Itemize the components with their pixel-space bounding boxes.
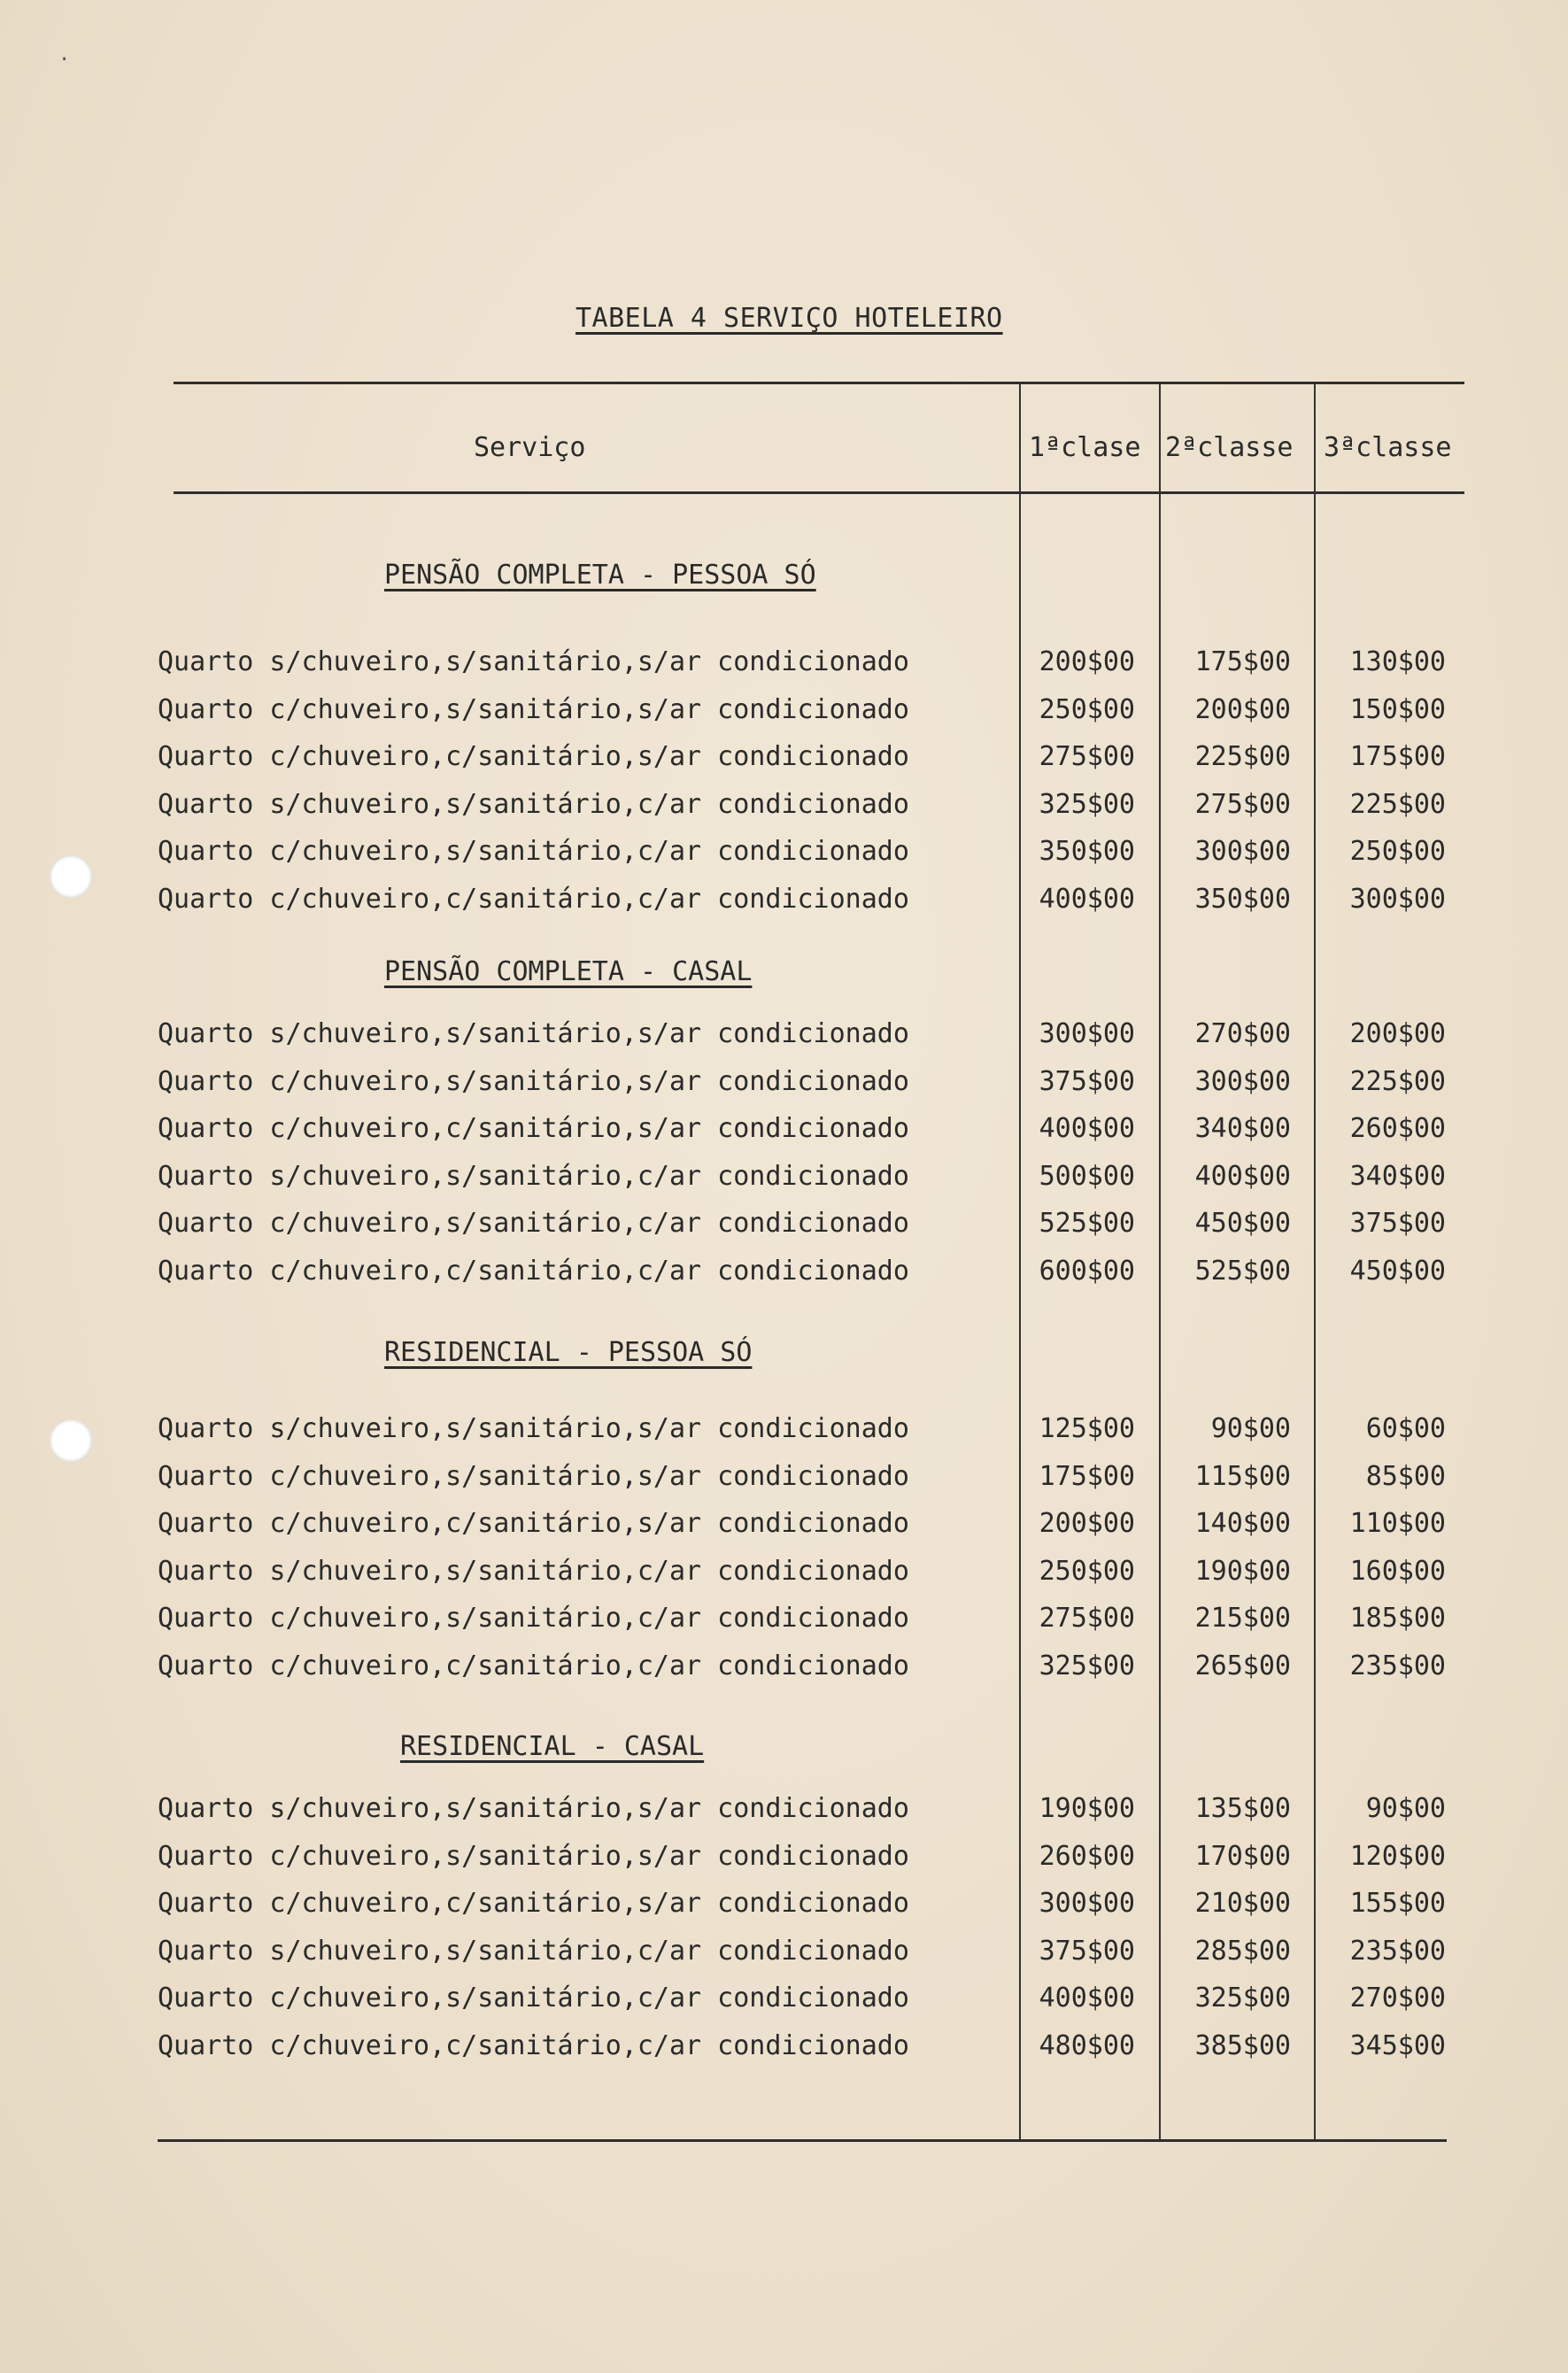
price-class-3: 235$00 [1349, 1650, 1446, 1681]
price-class-2: 140$00 [1194, 1508, 1291, 1540]
price-class-1: 275$00 [1039, 1603, 1135, 1635]
room-description: Quarto c/chuveiro,c/sanitário,s/ar condicionado [158, 1888, 909, 1920]
price-class-2: 350$00 [1194, 884, 1291, 915]
section-title: RESIDENCIAL - PESSOA SÓ [384, 1337, 753, 1368]
price-class-1: 125$00 [1039, 1413, 1135, 1444]
price-class-1: 175$00 [1039, 1460, 1135, 1492]
price-class-3: 160$00 [1349, 1555, 1446, 1587]
price-class-3: 150$00 [1349, 693, 1446, 725]
room-description: Quarto s/chuveiro,s/sanitário,s/ar condicionado [158, 1018, 909, 1049]
room-description: Quarto s/chuveiro,s/sanitário,c/ar condicionado [158, 1160, 909, 1192]
price-class-2: 450$00 [1194, 1208, 1291, 1240]
price-class-2: 525$00 [1194, 1256, 1291, 1287]
header-class-1: 1ªclase [1029, 432, 1141, 463]
table-row [0, 1113, 1568, 1148]
price-class-1: 375$00 [1039, 1935, 1135, 1967]
price-class-1: 350$00 [1039, 836, 1135, 868]
price-class-3: 175$00 [1349, 741, 1446, 773]
price-class-2: 300$00 [1194, 836, 1291, 868]
price-class-3: 450$00 [1349, 1256, 1446, 1287]
price-class-1: 400$00 [1039, 1983, 1135, 2014]
price-class-3: 200$00 [1349, 1018, 1446, 1049]
room-description: Quarto c/chuveiro,s/sanitário,s/ar condicionado [158, 1460, 909, 1492]
table-row [0, 1556, 1568, 1591]
room-description: Quarto c/chuveiro,s/sanitário,c/ar condicionado [158, 1208, 909, 1240]
price-class-3: 235$00 [1349, 1935, 1446, 1967]
table-top-rule [174, 382, 1464, 384]
price-class-2: 265$00 [1194, 1650, 1291, 1681]
room-description: Quarto c/chuveiro,c/sanitário,s/ar condicionado [158, 1113, 909, 1145]
price-class-3: 250$00 [1349, 836, 1446, 868]
price-class-1: 300$00 [1039, 1888, 1135, 1920]
header-class-3: 3ªclasse [1324, 432, 1452, 463]
room-description: Quarto s/chuveiro,s/sanitário,c/ar condicionado [158, 788, 909, 820]
price-class-2: 400$00 [1194, 1160, 1291, 1192]
table-row [0, 789, 1568, 824]
room-description: Quarto c/chuveiro,s/sanitário,c/ar condicionado [158, 1603, 909, 1635]
price-class-3: 375$00 [1349, 1208, 1446, 1240]
price-class-1: 480$00 [1039, 2030, 1135, 2061]
price-class-2: 270$00 [1194, 1018, 1291, 1049]
table-row [0, 1793, 1568, 1828]
price-class-3: 185$00 [1349, 1603, 1446, 1635]
room-description: Quarto c/chuveiro,s/sanitário,c/ar condicionado [158, 836, 909, 868]
price-class-2: 210$00 [1194, 1888, 1291, 1920]
pencil-mark: · [58, 49, 71, 71]
price-class-3: 155$00 [1349, 1888, 1446, 1920]
room-description: Quarto s/chuveiro,s/sanitário,s/ar condicionado [158, 1413, 909, 1444]
room-description: Quarto s/chuveiro,s/sanitário,s/ar condicionado [158, 1793, 909, 1824]
price-class-1: 375$00 [1039, 1065, 1135, 1097]
price-class-1: 400$00 [1039, 1113, 1135, 1145]
table-row [0, 1888, 1568, 1923]
section-title: RESIDENCIAL - CASAL [400, 1731, 705, 1762]
price-class-1: 190$00 [1039, 1793, 1135, 1824]
price-class-3: 340$00 [1349, 1160, 1446, 1192]
price-class-2: 385$00 [1194, 2030, 1291, 2061]
table-row [0, 1936, 1568, 1971]
price-class-2: 90$00 [1210, 1413, 1291, 1444]
table-row [0, 1983, 1568, 2018]
table-row [0, 1208, 1568, 1243]
table-row [0, 1161, 1568, 1196]
price-class-1: 200$00 [1039, 1508, 1135, 1540]
table-row [0, 741, 1568, 777]
price-class-2: 225$00 [1194, 741, 1291, 773]
price-class-1: 600$00 [1039, 1256, 1135, 1287]
section-title: PENSÃO COMPLETA - PESSOA SÓ [384, 560, 816, 591]
room-description: Quarto s/chuveiro,s/sanitário,s/ar condicionado [158, 646, 909, 677]
price-class-1: 260$00 [1039, 1840, 1135, 1872]
table-title: TABELA 4 SERVIÇO HOTELEIRO [575, 303, 1003, 334]
price-class-1: 275$00 [1039, 741, 1135, 773]
room-description: Quarto c/chuveiro,c/sanitário,c/ar condicionado [158, 884, 909, 915]
price-class-3: 260$00 [1349, 1113, 1446, 1145]
header-bottom-rule [174, 491, 1464, 494]
price-class-1: 250$00 [1039, 693, 1135, 725]
header-class-2: 2ªclasse [1165, 432, 1294, 463]
price-class-3: 120$00 [1349, 1840, 1446, 1872]
table-row [0, 836, 1568, 871]
room-description: Quarto s/chuveiro,s/sanitário,c/ar condicionado [158, 1935, 909, 1967]
price-class-1: 325$00 [1039, 788, 1135, 820]
room-description: Quarto c/chuveiro,s/sanitário,c/ar condicionado [158, 1983, 909, 2014]
table-bottom-rule [158, 2139, 1447, 2142]
price-class-2: 300$00 [1194, 1065, 1291, 1097]
table-row [0, 646, 1568, 682]
price-class-3: 225$00 [1349, 1065, 1446, 1097]
table-row [0, 694, 1568, 730]
header-service: Serviço [474, 432, 586, 463]
price-class-1: 300$00 [1039, 1018, 1135, 1049]
table-row [0, 1461, 1568, 1496]
room-description: Quarto c/chuveiro,c/sanitário,s/ar condicionado [158, 741, 909, 773]
table-row [0, 1066, 1568, 1101]
price-class-3: 300$00 [1349, 884, 1446, 915]
price-class-3: 90$00 [1365, 1793, 1446, 1824]
price-class-2: 135$00 [1194, 1793, 1291, 1824]
room-description: Quarto c/chuveiro,c/sanitário,c/ar condicionado [158, 2030, 909, 2061]
price-class-1: 200$00 [1039, 646, 1135, 677]
price-class-1: 325$00 [1039, 1650, 1135, 1681]
price-class-3: 85$00 [1365, 1460, 1446, 1492]
table-row [0, 1256, 1568, 1291]
price-class-2: 215$00 [1194, 1603, 1291, 1635]
table-row [0, 2030, 1568, 2066]
price-class-1: 250$00 [1039, 1555, 1135, 1587]
room-description: Quarto c/chuveiro,s/sanitário,s/ar condicionado [158, 1065, 909, 1097]
price-class-3: 225$00 [1349, 788, 1446, 820]
price-class-2: 340$00 [1194, 1113, 1291, 1145]
price-class-2: 325$00 [1194, 1983, 1291, 2014]
section-title: PENSÃO COMPLETA - CASAL [384, 956, 753, 987]
price-class-1: 500$00 [1039, 1160, 1135, 1192]
room-description: Quarto s/chuveiro,s/sanitário,c/ar condicionado [158, 1555, 909, 1587]
price-class-1: 400$00 [1039, 884, 1135, 915]
room-description: Quarto c/chuveiro,c/sanitário,s/ar condicionado [158, 1508, 909, 1540]
price-class-2: 190$00 [1194, 1555, 1291, 1587]
price-class-3: 110$00 [1349, 1508, 1446, 1540]
table-row [0, 1841, 1568, 1876]
price-class-3: 60$00 [1365, 1413, 1446, 1444]
table-row [0, 1413, 1568, 1449]
table-row [0, 1508, 1568, 1543]
price-class-2: 275$00 [1194, 788, 1291, 820]
price-class-2: 200$00 [1194, 693, 1291, 725]
price-class-2: 285$00 [1194, 1935, 1291, 1967]
table-row [0, 884, 1568, 919]
room-description: Quarto c/chuveiro,c/sanitário,c/ar condicionado [158, 1256, 909, 1287]
room-description: Quarto c/chuveiro,s/sanitário,s/ar condicionado [158, 1840, 909, 1872]
room-description: Quarto c/chuveiro,s/sanitário,s/ar condicionado [158, 693, 909, 725]
price-class-2: 115$00 [1194, 1460, 1291, 1492]
table-row [0, 1018, 1568, 1054]
price-class-3: 345$00 [1349, 2030, 1446, 2061]
price-class-3: 270$00 [1349, 1983, 1446, 2014]
table-row [0, 1650, 1568, 1686]
table-row [0, 1603, 1568, 1638]
price-class-2: 175$00 [1194, 646, 1291, 677]
room-description: Quarto c/chuveiro,c/sanitário,c/ar condicionado [158, 1650, 909, 1681]
price-class-2: 170$00 [1194, 1840, 1291, 1872]
price-class-3: 130$00 [1349, 646, 1446, 677]
price-class-1: 525$00 [1039, 1208, 1135, 1240]
